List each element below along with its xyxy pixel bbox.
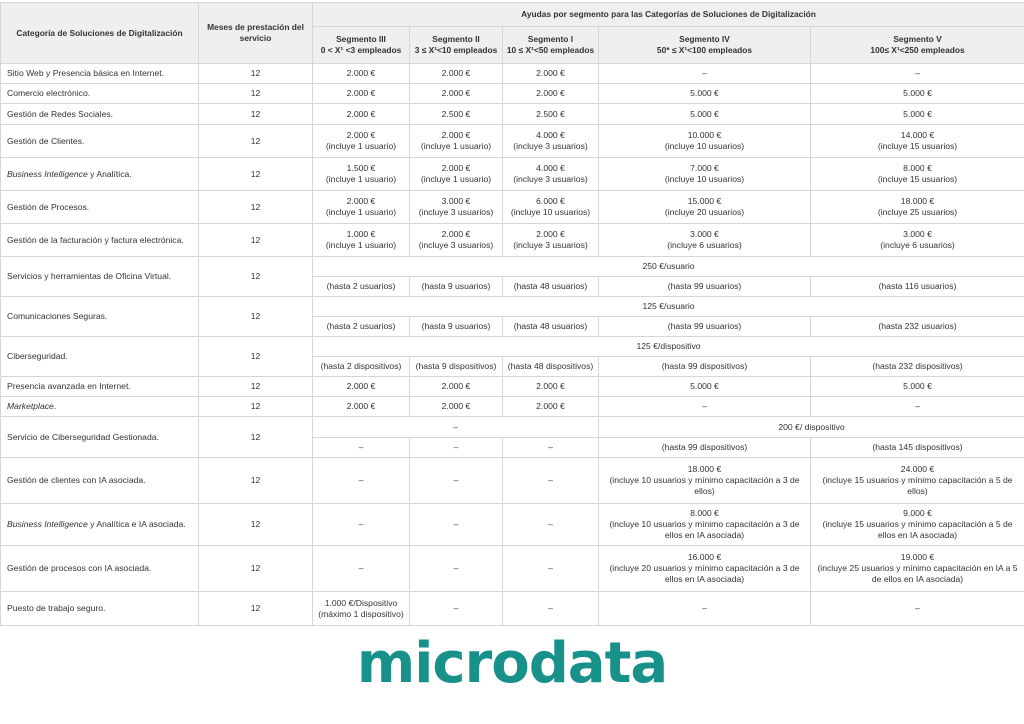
- value-cell: –: [503, 592, 599, 626]
- category-cell: Gestión de Procesos.: [1, 191, 199, 224]
- value-cell: 5.000 €: [811, 104, 1024, 125]
- category-cell: Marketplace.: [1, 397, 199, 417]
- months-cell: 12: [199, 257, 313, 297]
- value-cell: 18.000 € (incluye 25 usuarios): [811, 191, 1024, 224]
- value-cell: 2.000 €: [503, 377, 599, 397]
- value-cell: 2.000 €: [410, 397, 503, 417]
- value-cell: –: [313, 546, 410, 592]
- value-cell: –: [410, 592, 503, 626]
- unit-price-cell: 125 €/usuario: [313, 297, 1024, 317]
- value-cell: 16.000 € (incluye 20 usuarios y mínimo capacitación a 3 de ellos en IA asociada): [599, 546, 811, 592]
- value-cell: 2.000 €: [313, 64, 410, 84]
- table-row: [1, 84, 1024, 104]
- months-cell: 12: [199, 224, 313, 257]
- value-cell: –: [313, 458, 410, 504]
- value-cell: 2.000 € (incluye 3 usuarios): [503, 224, 599, 257]
- value-cell: –: [410, 546, 503, 592]
- limit-cell: (hasta 2 dispositivos): [313, 357, 410, 377]
- months-cell: 12: [199, 125, 313, 158]
- value-cell: 8.000 € (incluye 10 usuarios y mínimo capacitación a 3 de ellos en IA asociada): [599, 504, 811, 546]
- table-row: [1, 546, 1024, 592]
- aid-table-container: [0, 2, 1024, 628]
- value-cell: 1.500 € (incluye 1 usuario): [313, 158, 410, 191]
- header-segments-group: Ayudas por segmento para las Categorías de Soluciones de Digitalización: [313, 3, 1024, 27]
- limit-cell: –: [313, 438, 410, 458]
- limit-cell: –: [410, 438, 503, 458]
- category-cell: Sitio Web y Presencia básica en Internet.: [1, 64, 199, 84]
- value-cell: –: [503, 546, 599, 592]
- value-cell: 5.000 €: [599, 84, 811, 104]
- value-cell: 7.000 € (incluye 10 usuarios): [599, 158, 811, 191]
- table-row: [1, 158, 1024, 191]
- value-cell: 19.000 € (incluye 25 usuarios y mínimo capacitación en IA a 5 de ellos en IA asociada): [811, 546, 1024, 592]
- value-cell: –: [503, 504, 599, 546]
- table-row: [1, 337, 1024, 357]
- category-cell: Comercio electrónico.: [1, 84, 199, 104]
- limit-cell: (hasta 2 usuarios): [313, 317, 410, 337]
- months-cell: 12: [199, 64, 313, 84]
- months-cell: 12: [199, 158, 313, 191]
- header-category: Categoría de Soluciones de Digitalización: [1, 3, 199, 64]
- limit-cell: (hasta 9 usuarios): [410, 277, 503, 297]
- limit-cell: (hasta 99 dispositivos): [599, 357, 811, 377]
- limit-cell: (hasta 99 usuarios): [599, 277, 811, 297]
- value-cell: 3.000 € (incluye 3 usuarios): [410, 191, 503, 224]
- value-cell: 2.000 €: [410, 377, 503, 397]
- table-row: [1, 397, 1024, 417]
- table-row: [1, 377, 1024, 397]
- value-cell: 2.000 € (incluye 1 usuario): [410, 125, 503, 158]
- category-cell: Servicios y herramientas de Oficina Virtual.: [1, 257, 199, 297]
- header-segment-ii: Segmento II 3 ≤ X¹<10 empleados: [410, 27, 503, 64]
- table-row: [1, 257, 1024, 277]
- unit-price-cell: 125 €/dispositivo: [313, 337, 1024, 357]
- header-segment-i: Segmento I 10 ≤ X¹<50 empleados: [503, 27, 599, 64]
- category-cell: Gestión de clientes con IA asociada.: [1, 458, 199, 504]
- value-cell: 18.000 € (incluye 10 usuarios y mínimo capacitación a 3 de ellos): [599, 458, 811, 504]
- limit-cell: (hasta 2 usuarios): [313, 277, 410, 297]
- months-cell: 12: [199, 592, 313, 626]
- value-cell: –: [599, 592, 811, 626]
- limit-cell: (hasta 232 dispositivos): [811, 357, 1024, 377]
- header-segment-iii: Segmento III 0 < X¹ <3 empleados: [313, 27, 410, 64]
- unit-price-cell: 250 €/usuario: [313, 257, 1024, 277]
- months-cell: 12: [199, 104, 313, 125]
- category-cell: Gestión de Redes Sociales.: [1, 104, 199, 125]
- value-cell: 1.000 €/Dispositivo (máximo 1 dispositivo): [313, 592, 410, 626]
- category-cell: Servicio de Ciberseguridad Gestionada.: [1, 417, 199, 458]
- category-cell: Presencia avanzada en Internet.: [1, 377, 199, 397]
- table-row: [1, 297, 1024, 317]
- table-row: [1, 104, 1024, 125]
- value-cell: 2.500 €: [503, 104, 599, 125]
- table-row: [1, 125, 1024, 158]
- category-cell: Gestión de Clientes.: [1, 125, 199, 158]
- value-cell: 3.000 € (incluye 6 usuarios): [811, 224, 1024, 257]
- limit-cell: (hasta 99 usuarios): [599, 317, 811, 337]
- value-cell: 2.000 €: [313, 104, 410, 125]
- value-cell: 4.000 € (incluye 3 usuarios): [503, 125, 599, 158]
- value-cell: 2.000 €: [410, 84, 503, 104]
- value-cell: 1.000 € (incluye 1 usuario): [313, 224, 410, 257]
- value-cell: 5.000 €: [811, 84, 1024, 104]
- months-cell: 12: [199, 458, 313, 504]
- value-cell: –: [811, 397, 1024, 417]
- months-cell: 12: [199, 337, 313, 377]
- value-cell: 2.000 € (incluye 1 usuario): [313, 125, 410, 158]
- limit-cell: (hasta 48 dispositivos): [503, 357, 599, 377]
- table-row: [1, 224, 1024, 257]
- value-cell: –: [410, 458, 503, 504]
- header-segment-iv: Segmento IV 50* ≤ X¹<100 empleados: [599, 27, 811, 64]
- value-cell: –: [599, 397, 811, 417]
- value-cell: –: [599, 64, 811, 84]
- limit-cell: (hasta 232 usuarios): [811, 317, 1024, 337]
- unit-price-cell: –: [313, 417, 599, 438]
- microdata-logo: microdata: [356, 631, 668, 696]
- value-cell: 10.000 € (incluye 10 usuarios): [599, 125, 811, 158]
- table-row: [1, 64, 1024, 84]
- months-cell: 12: [199, 546, 313, 592]
- limit-cell: (hasta 9 usuarios): [410, 317, 503, 337]
- category-cell: Puesto de trabajo seguro.: [1, 592, 199, 626]
- value-cell: –: [503, 458, 599, 504]
- limit-cell: (hasta 48 usuarios): [503, 317, 599, 337]
- value-cell: 9.000 € (incluye 15 usuarios y mínimo capacitación a 5 de ellos en IA asociada): [811, 504, 1024, 546]
- value-cell: 2.000 €: [313, 84, 410, 104]
- limit-cell: –: [503, 438, 599, 458]
- value-cell: 24.000 € (incluye 15 usuarios y mínimo capacitación a 5 de ellos): [811, 458, 1024, 504]
- table-row: [1, 417, 1024, 438]
- table-row: [1, 458, 1024, 504]
- digitalization-aid-table: [0, 2, 1024, 626]
- value-cell: –: [811, 64, 1024, 84]
- value-cell: –: [313, 504, 410, 546]
- category-cell: Business Intelligence y Analítica.: [1, 158, 199, 191]
- category-cell: Gestión de procesos con IA asociada.: [1, 546, 199, 592]
- months-cell: 12: [199, 84, 313, 104]
- table-row: [1, 504, 1024, 546]
- value-cell: 2.000 €: [313, 377, 410, 397]
- header-segment-v: Segmento V 100≤ X¹<250 empleados: [811, 27, 1024, 64]
- value-cell: 5.000 €: [811, 377, 1024, 397]
- value-cell: 6.000 € (incluye 10 usuarios): [503, 191, 599, 224]
- limit-cell: (hasta 145 dispositivos): [811, 438, 1024, 458]
- value-cell: 4.000 € (incluye 3 usuarios): [503, 158, 599, 191]
- header-months: Meses de prestación del servicio: [199, 3, 313, 64]
- months-cell: 12: [199, 504, 313, 546]
- category-cell: Ciberseguridad.: [1, 337, 199, 377]
- unit-price-cell: 200 €/ dispositivo: [599, 417, 1024, 438]
- value-cell: 2.000 €: [410, 64, 503, 84]
- value-cell: 2.000 €: [503, 84, 599, 104]
- value-cell: 2.000 €: [503, 64, 599, 84]
- category-cell: Business Intelligence y Analítica e IA asociada.: [1, 504, 199, 546]
- value-cell: 8.000 € (incluye 15 usuarios): [811, 158, 1024, 191]
- months-cell: 12: [199, 377, 313, 397]
- value-cell: 2.000 €: [503, 397, 599, 417]
- value-cell: 2.000 € (incluye 1 usuario): [410, 158, 503, 191]
- value-cell: 5.000 €: [599, 104, 811, 125]
- value-cell: 2.000 € (incluye 1 usuario): [313, 191, 410, 224]
- value-cell: 2.000 €: [313, 397, 410, 417]
- limit-cell: (hasta 48 usuarios): [503, 277, 599, 297]
- value-cell: –: [410, 504, 503, 546]
- table-row: [1, 592, 1024, 626]
- limit-cell: (hasta 9 dispositivos): [410, 357, 503, 377]
- value-cell: 3.000 € (incluye 6 usuarios): [599, 224, 811, 257]
- months-cell: 12: [199, 191, 313, 224]
- limit-cell: (hasta 99 dispositivos): [599, 438, 811, 458]
- category-cell: Comunicaciones Seguras.: [1, 297, 199, 337]
- value-cell: 14.000 € (incluye 15 usuarios): [811, 125, 1024, 158]
- value-cell: 2.000 € (incluye 3 usuarios): [410, 224, 503, 257]
- value-cell: 5.000 €: [599, 377, 811, 397]
- limit-cell: (hasta 116 usuarios): [811, 277, 1024, 297]
- value-cell: –: [811, 592, 1024, 626]
- months-cell: 12: [199, 397, 313, 417]
- value-cell: 15.000 € (incluye 20 usuarios): [599, 191, 811, 224]
- table-row: [1, 191, 1024, 224]
- months-cell: 12: [199, 417, 313, 458]
- value-cell: 2.500 €: [410, 104, 503, 125]
- months-cell: 12: [199, 297, 313, 337]
- category-cell: Gestión de la facturación y factura electrónica.: [1, 224, 199, 257]
